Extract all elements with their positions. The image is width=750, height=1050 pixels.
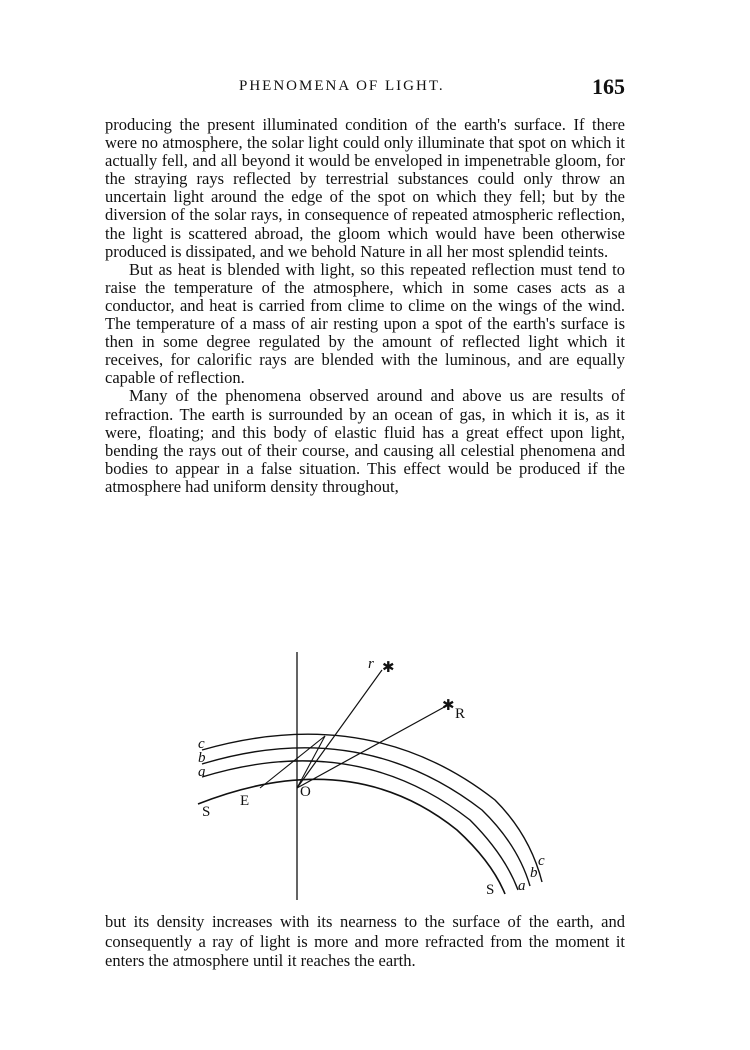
running-title: PHENOMENA OF LIGHT. [239, 78, 445, 94]
ray-to-r [297, 670, 382, 788]
label-c-left: c [198, 736, 205, 752]
label-o: O [300, 784, 311, 800]
paragraph-refraction: Many of the phenomena observed around and above us are results of refraction. The earth is surrounded by an ocean of gas, in which it is, as it were, floating; and this body of elastic fluid has a great effect upon light, bending the rays out of their course, and causing all celestial phenomena and bodies to appear in a false situation. This effect would be produced if the atmosphere had uniform density throughout, [105, 386, 625, 496]
label-a-left: a [198, 764, 206, 780]
label-r: r [368, 656, 374, 672]
label-a-bottom: a [518, 878, 526, 894]
label-s-bottom: S [486, 882, 495, 898]
label-b-left: b [198, 750, 206, 766]
star-R: ✱ [442, 698, 455, 714]
arc-a [202, 761, 518, 890]
page-number: 165 [592, 74, 625, 99]
paragraph-heat: But as heat is blended with light, so this repeated reflection must tend to raise the temperature of the atmosphere, which in some cases acts as a conductor, and heat is carried from clime to clime on the wings of the wind. The temperature of a mass of air resting upon a spot of the earth's surface is then in some degree regulated by the amount of reflected light which it receives, for calorific rays are blended with the luminous, and are equally capable of reflection. [105, 259, 625, 388]
star-r: ✱ [382, 660, 395, 676]
label-e: E [240, 793, 250, 809]
refraction-diagram-svg [180, 650, 580, 900]
label-b-bottom: b [530, 865, 538, 881]
refraction-diagram [180, 650, 580, 900]
label-R: R [455, 706, 466, 722]
paragraph-density: but its density increases with its nearness to the surface of the earth, and consequently a ray of light is more and more refracted from the moment it enters the atmosphere until it reaches the earth. [105, 912, 625, 970]
label-c-bottom: c [538, 853, 545, 869]
label-s-left: S [202, 804, 211, 820]
running-head [105, 74, 625, 108]
lower-text-block [105, 912, 625, 971]
paragraph-continuation: producing the present illuminated condition of the earth's surface. If there were no atmosphere, the solar light could only illuminate that spot on which it actually fell, and all beyond it would be enveloped in impenetrable gloom, for the straying rays reflected by terrestrial substances could only throw an uncertain light around the edge of the spot on which they fell; but by the diversion of the solar rays, in consequence of repeated atmospheric reflection, the light is scattered abroad, the gloom which would have been otherwise produced is dissipated, and we behold Nature in all her most splendid teints. [105, 115, 625, 261]
upper-text-block [105, 116, 625, 496]
